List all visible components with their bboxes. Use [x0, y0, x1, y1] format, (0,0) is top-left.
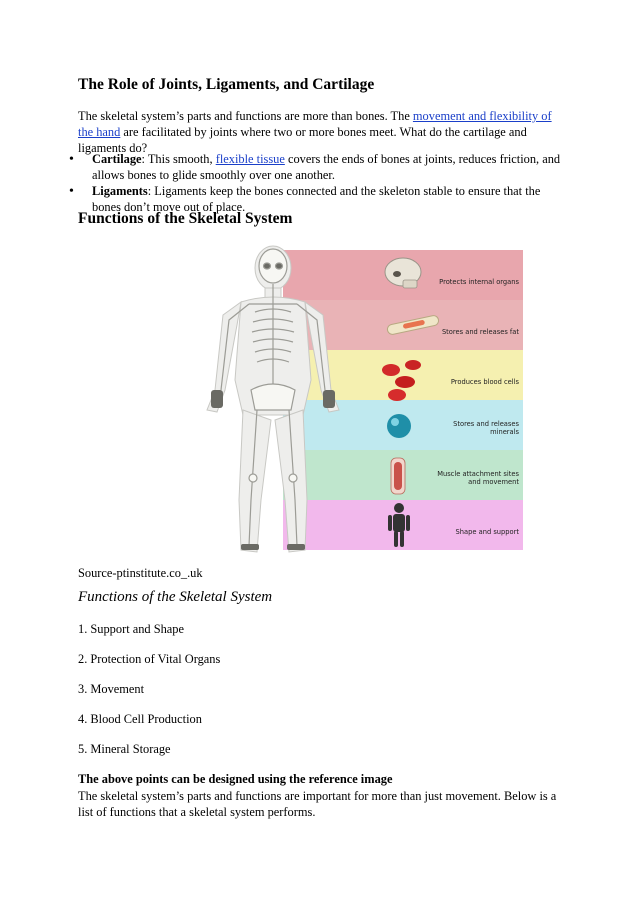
blood-cells-icon: [382, 360, 421, 401]
term-ligaments: Ligaments: [92, 184, 148, 198]
band-label: Shape and support: [455, 528, 519, 536]
joint-components-list: [78, 152, 568, 216]
cartilage-text-start: : This smooth,: [141, 152, 216, 166]
bone-marrow-icon: [387, 315, 440, 336]
section-heading-joints: The Role of Joints, Ligaments, and Cartilage: [78, 76, 375, 93]
term-cartilage: Cartilage: [92, 152, 142, 166]
mineral-sphere-icon: [387, 414, 411, 438]
image-source-caption: Source-ptinstitute.co_.uk: [78, 566, 203, 580]
band-label: Stores and releases fat: [441, 328, 519, 336]
function-item-1: 1. Support and Shape: [78, 622, 184, 636]
intro-text-start: The skeletal system’s parts and functions are more than bones. The: [78, 109, 413, 123]
intro-text-end: are facilitated by joints where two or more bones meet. What do the cartilage and ligaments do?: [78, 125, 527, 155]
function-item-3: 3. Movement: [78, 682, 145, 696]
band-label: Stores and releases minerals: [453, 420, 519, 436]
skeleton-illustration: [193, 240, 358, 562]
section-heading-functions: Functions of the Skeletal System: [78, 210, 293, 227]
band-label: Muscle attachment sites and movement: [437, 470, 519, 486]
skeletal-functions-figure: [193, 240, 523, 562]
arm-muscle-icon: [391, 458, 405, 494]
band-label: Protects internal organs: [439, 278, 519, 286]
ligaments-text: : Ligaments keep the bones connected and the skeleton stable to ensure that the bones don’t move out of place.: [92, 184, 541, 214]
list-item-cartilage: [78, 152, 568, 183]
cartilage-text-end: covers the ends of bones at joints, reduces friction, and allows bones to glide smoothly over one another.: [92, 152, 561, 182]
band-label: Produces blood cells: [450, 378, 519, 386]
function-item-2: 2. Protection of Vital Organs: [78, 652, 221, 666]
function-item-5: 5. Mineral Storage: [78, 742, 171, 756]
link-movement-flexibility-hand[interactable]: movement and flexibility of the hand: [78, 109, 552, 139]
skull-icon: [385, 258, 421, 288]
intro-paragraph: [78, 108, 568, 156]
function-item-4: 4. Blood Cell Production: [78, 712, 202, 726]
closing-paragraph: The skeletal system’s parts and functions are important for more than just movement. Below is a list of functions that a skeletal system performs.: [78, 789, 557, 819]
link-flexible-tissue[interactable]: flexible tissue: [215, 152, 285, 166]
human-silhouette-icon: [388, 503, 410, 547]
band-icons: [373, 250, 453, 550]
functions-subheading: Functions of the Skeletal System: [78, 589, 273, 605]
design-note: The above points can be designed using the reference image: [78, 772, 393, 786]
